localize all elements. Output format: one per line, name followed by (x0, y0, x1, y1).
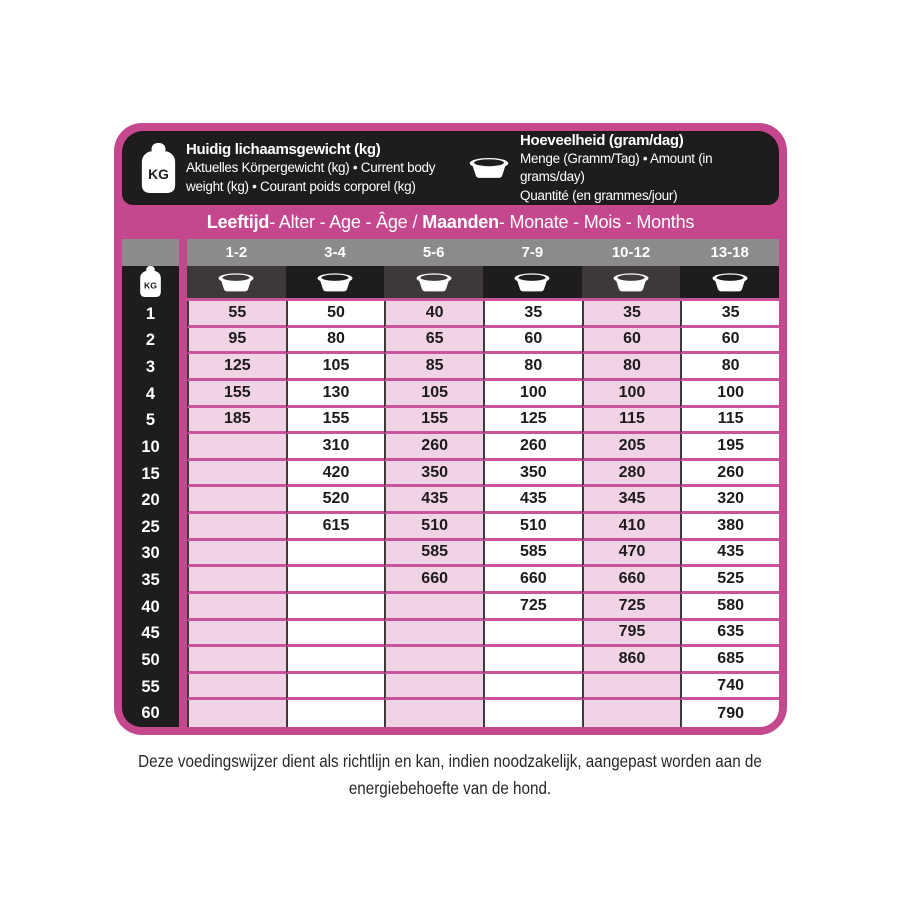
feed-amount-cell: 320 (680, 487, 779, 514)
feed-amount-cell (187, 594, 286, 621)
feed-amount-cell: 725 (582, 594, 681, 621)
feed-amount-cell: 795 (582, 621, 681, 648)
feed-amount-cell: 155 (286, 408, 385, 435)
feed-amount-cell: 60 (483, 328, 582, 355)
feed-amount-cell (384, 594, 483, 621)
kg-row-label: 3 (122, 354, 179, 381)
feed-amount-cell: 510 (483, 514, 582, 541)
feed-amount-cell (286, 674, 385, 701)
feed-amount-cell: 435 (483, 487, 582, 514)
age-band-separator: / (412, 211, 418, 232)
body-weight-title: Huidig lichaamsgewicht (kg) (186, 141, 381, 158)
feed-amount-cell: 660 (582, 567, 681, 594)
feeding-table (122, 266, 779, 727)
feed-amount-cell: 470 (582, 541, 681, 568)
feed-amount-cell (187, 567, 286, 594)
table-header (122, 131, 779, 205)
feed-amount-cell: 310 (286, 434, 385, 461)
feed-amount-cell (384, 621, 483, 648)
feed-amount-cell: 345 (582, 487, 681, 514)
feed-amount-cell (286, 647, 385, 674)
feed-amount-cell: 435 (680, 541, 779, 568)
feed-amount-cell: 130 (286, 381, 385, 408)
feed-amount-cell: 510 (384, 514, 483, 541)
feed-amount-cell (483, 700, 582, 727)
feed-amount-cell (286, 621, 385, 648)
body-weight-subline1: Aktuelles Körpergewicht (kg) • Current body (186, 160, 436, 175)
feed-amount-cell: 60 (680, 328, 779, 355)
age-band-alter-age: - Alter - Age - Âge (269, 211, 408, 232)
kg-row-label: 1 (122, 301, 179, 328)
column-gap (179, 328, 187, 355)
amount-subline1: Menge (Gramm/Tag) • Amount (in grams/day) (520, 150, 713, 185)
feed-amount-cell: 435 (384, 487, 483, 514)
feed-amount-cell (582, 674, 681, 701)
kg-row-label: 50 (122, 647, 179, 674)
footer-line1: Deze voedingswijzer dient als richtlijn en kan, indien noodzakelijk, aangepast worden aan de (138, 751, 762, 771)
feed-amount-cell: 660 (483, 567, 582, 594)
feed-amount-cell (187, 674, 286, 701)
kg-row-label: 5 (122, 408, 179, 435)
feed-amount-cell: 100 (582, 381, 681, 408)
column-gap (179, 354, 187, 381)
column-gap (179, 674, 187, 701)
kg-weight-icon (140, 143, 177, 193)
body-weight-info (140, 131, 435, 205)
dog-bowl-icon (680, 266, 779, 301)
feed-amount-cell: 125 (483, 408, 582, 435)
dog-bowl-icon (467, 157, 511, 179)
feed-amount-cell: 55 (187, 301, 286, 328)
kg-weight-icon (139, 266, 162, 302)
column-header: 1-2 (225, 244, 248, 261)
feed-amount-cell (187, 514, 286, 541)
kg-row-label: 4 (122, 381, 179, 408)
dog-bowl-icon (187, 266, 286, 301)
svg-text:KG: KG (148, 166, 169, 183)
feed-amount-cell: 725 (483, 594, 582, 621)
body-weight-text (186, 140, 435, 196)
feed-amount-cell (384, 647, 483, 674)
column-header: 10-12 (611, 244, 651, 261)
feed-amount-cell: 85 (384, 354, 483, 381)
column-gap (179, 239, 187, 266)
column-header-row (122, 239, 779, 266)
feed-amount-cell (286, 700, 385, 727)
feed-amount-cell (483, 674, 582, 701)
feed-amount-cell: 35 (483, 301, 582, 328)
feed-amount-cell: 155 (384, 408, 483, 435)
dog-bowl-icon (483, 266, 582, 301)
kg-row-label: 35 (122, 567, 179, 594)
feed-amount-cell: 60 (582, 328, 681, 355)
feed-amount-cell: 790 (680, 700, 779, 727)
kg-row-label: 30 (122, 541, 179, 568)
feed-amount-cell: 35 (582, 301, 681, 328)
feed-amount-cell (286, 567, 385, 594)
age-band-maanden: Maanden (422, 211, 499, 232)
footer-line2: energiebehoefte van de hond. (348, 778, 552, 798)
feed-amount-cell (187, 621, 286, 648)
feed-amount-cell (384, 674, 483, 701)
kg-row-label: 20 (122, 487, 179, 514)
dog-bowl-icon (384, 266, 483, 301)
feed-amount-cell: 105 (384, 381, 483, 408)
feeding-guide-card (114, 123, 787, 735)
column-gap (179, 514, 187, 541)
feed-amount-cell (286, 541, 385, 568)
kg-row-label: 25 (122, 514, 179, 541)
feed-amount-cell (384, 700, 483, 727)
feed-amount-cell: 350 (384, 461, 483, 488)
body-weight-subline2: weight (kg) • Courant poids corporel (kg) (186, 178, 416, 194)
feed-amount-cell: 260 (680, 461, 779, 488)
column-gap (179, 434, 187, 461)
feed-amount-cell (187, 541, 286, 568)
column-header: 3-4 (324, 244, 346, 261)
column-gap (179, 594, 187, 621)
amount-text (520, 131, 779, 206)
feed-amount-cell: 205 (582, 434, 681, 461)
amount-info (467, 131, 779, 205)
column-gap (179, 301, 187, 328)
feed-amount-cell: 420 (286, 461, 385, 488)
kg-row-label: 55 (122, 674, 179, 701)
feed-amount-cell: 100 (483, 381, 582, 408)
feed-amount-cell: 80 (680, 354, 779, 381)
kg-row-label: 45 (122, 621, 179, 648)
column-gap (179, 700, 187, 727)
feed-amount-cell: 115 (582, 408, 681, 435)
feed-amount-cell: 115 (680, 408, 779, 435)
feed-amount-cell: 525 (680, 567, 779, 594)
feed-amount-cell: 80 (286, 328, 385, 355)
feed-amount-cell: 125 (187, 354, 286, 381)
feed-amount-cell (582, 700, 681, 727)
column-gap (179, 621, 187, 648)
feed-amount-cell: 100 (680, 381, 779, 408)
feed-amount-cell (187, 647, 286, 674)
feed-amount-cell (187, 461, 286, 488)
feed-amount-cell (187, 487, 286, 514)
feed-amount-cell (187, 434, 286, 461)
feed-amount-cell: 615 (286, 514, 385, 541)
feed-amount-cell (483, 621, 582, 648)
kg-row-label: 10 (122, 434, 179, 461)
feed-amount-cell: 860 (582, 647, 681, 674)
column-header: 13-18 (710, 244, 749, 261)
kg-row-label: 15 (122, 461, 179, 488)
column-gap (179, 487, 187, 514)
feed-amount-cell: 40 (384, 301, 483, 328)
column-gap (179, 567, 187, 594)
dog-bowl-icon (286, 266, 385, 301)
age-band-leeftijd: Leeftijd (206, 211, 270, 232)
feed-amount-cell: 155 (187, 381, 286, 408)
feed-amount-cell: 410 (582, 514, 681, 541)
column-gap (179, 266, 187, 301)
kg-column-icon-cell (122, 266, 179, 301)
feed-amount-cell: 280 (582, 461, 681, 488)
column-gap (179, 408, 187, 435)
kg-row-label: 40 (122, 594, 179, 621)
kg-row-label: 60 (122, 700, 179, 727)
amount-subline2: Quantité (en grammes/jour) (520, 187, 678, 203)
column-header: 7-9 (521, 244, 544, 261)
feed-amount-cell: 185 (187, 408, 286, 435)
feed-amount-cell: 380 (680, 514, 779, 541)
feed-amount-cell: 65 (384, 328, 483, 355)
feed-amount-cell: 685 (680, 647, 779, 674)
feed-amount-cell (483, 647, 582, 674)
feed-amount-cell: 260 (384, 434, 483, 461)
feed-amount-cell: 585 (483, 541, 582, 568)
feed-amount-cell: 50 (286, 301, 385, 328)
feed-amount-cell: 660 (384, 567, 483, 594)
feed-amount-cell: 635 (680, 621, 779, 648)
column-gap (179, 381, 187, 408)
feed-amount-cell: 350 (483, 461, 582, 488)
feed-amount-cell: 580 (680, 594, 779, 621)
column-gap (179, 541, 187, 568)
column-gap (179, 461, 187, 488)
amount-title: Hoeveelheid (gram/dag) (520, 131, 684, 149)
svg-text:KG: KG (144, 279, 157, 290)
kg-row-label: 2 (122, 328, 179, 355)
feed-amount-cell: 35 (680, 301, 779, 328)
feed-amount-cell (187, 700, 286, 727)
feed-amount-cell (286, 594, 385, 621)
feed-amount-cell: 80 (483, 354, 582, 381)
footer-note (0, 748, 900, 802)
table-corner-cell (122, 239, 179, 266)
feed-amount-cell: 740 (680, 674, 779, 701)
column-header: 5-6 (422, 244, 445, 261)
feed-amount-cell: 195 (680, 434, 779, 461)
feed-amount-cell: 260 (483, 434, 582, 461)
feed-amount-cell: 95 (187, 328, 286, 355)
feed-amount-cell: 105 (286, 354, 385, 381)
feed-amount-cell: 585 (384, 541, 483, 568)
feed-amount-cell: 520 (286, 487, 385, 514)
age-band (122, 205, 779, 239)
dog-bowl-icon (582, 266, 681, 301)
age-band-monate-months: - Monate - Mois - Months (498, 211, 695, 232)
column-header-strip (187, 239, 779, 266)
column-gap (179, 647, 187, 674)
feed-amount-cell: 80 (582, 354, 681, 381)
